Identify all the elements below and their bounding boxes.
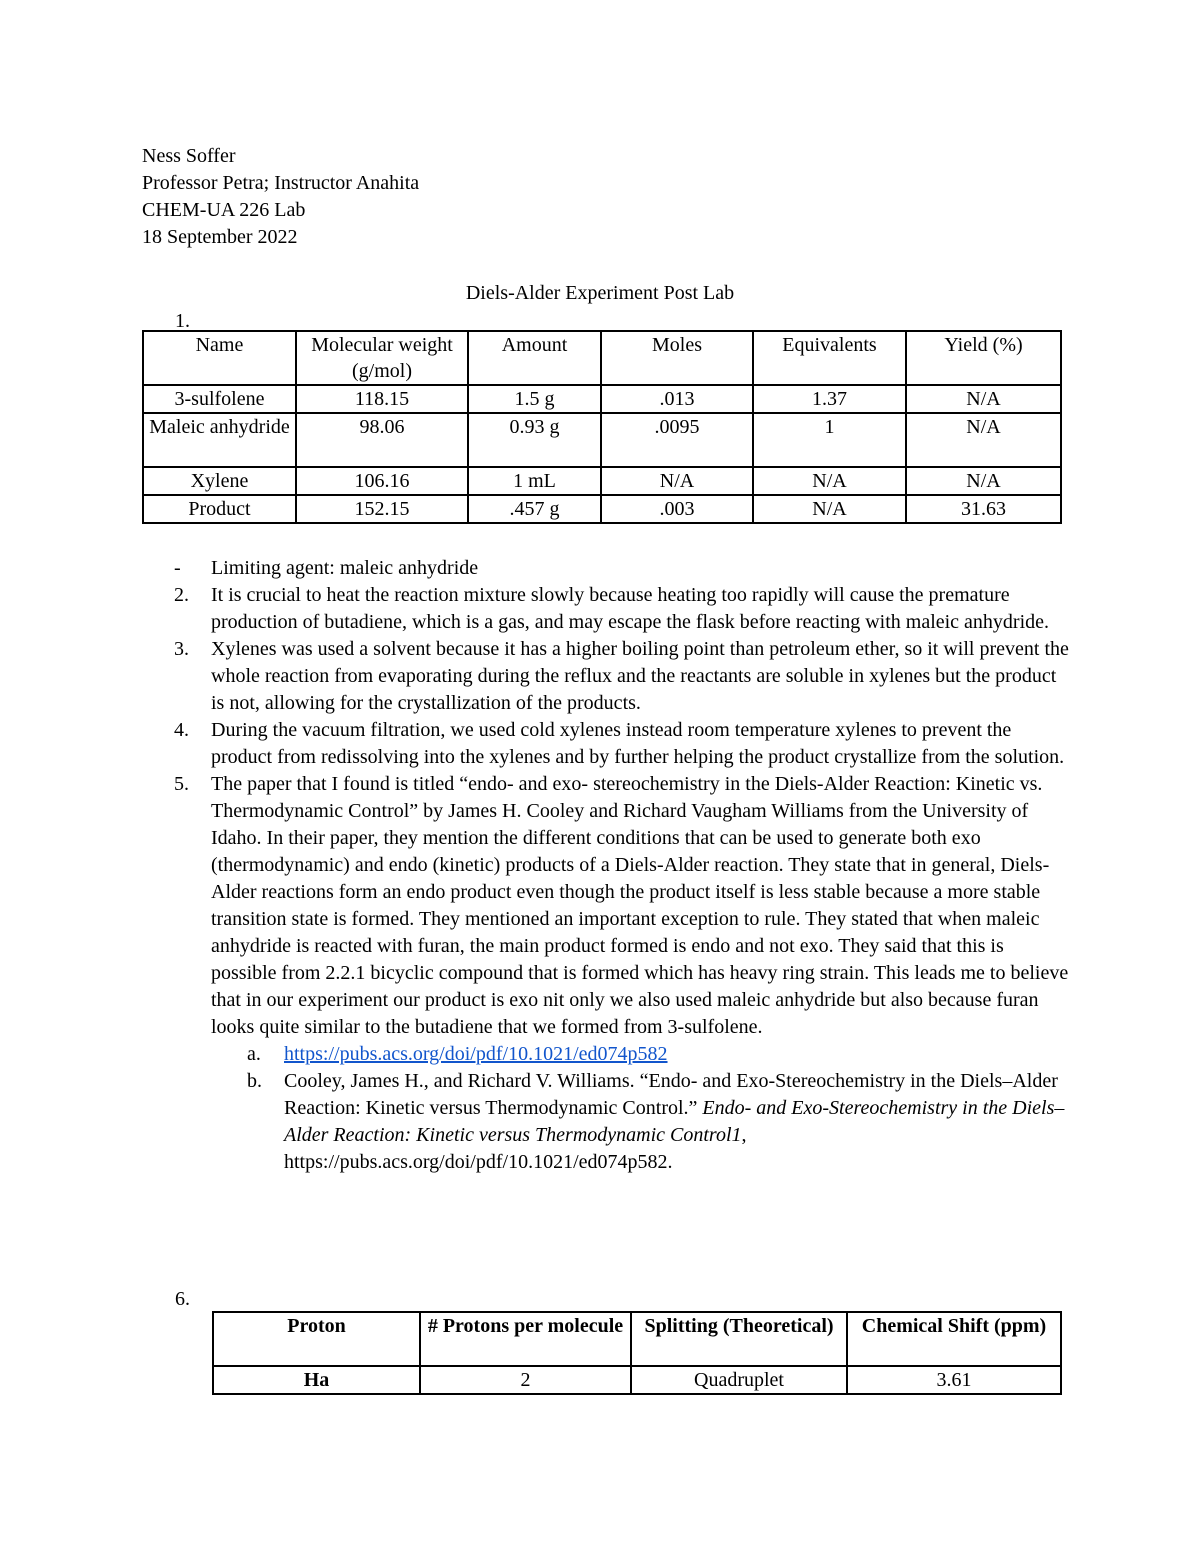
author-name: Ness Soffer xyxy=(142,145,236,167)
header-cell: Splitting (Theoretical) xyxy=(631,1312,847,1366)
list-marker: 5. xyxy=(174,773,189,795)
table-cell: Ha xyxy=(213,1366,420,1394)
question-6-label: 6. xyxy=(175,1288,190,1310)
table-row xyxy=(143,467,1061,495)
reagents-table xyxy=(142,330,1062,524)
header-cell: Molecular weight (g/mol) xyxy=(296,331,468,385)
table-cell: N/A xyxy=(906,385,1061,413)
list-item xyxy=(174,555,1074,582)
table-cell: Product xyxy=(143,495,296,523)
question-1-label: 1. xyxy=(175,310,190,332)
table-cell: 3-sulfolene xyxy=(143,385,296,413)
table-cell: N/A xyxy=(753,467,906,495)
list-item xyxy=(174,582,1074,636)
sub-marker: b. xyxy=(247,1070,262,1092)
table-cell: 3.61 xyxy=(847,1366,1061,1394)
table-cell: N/A xyxy=(906,467,1061,495)
list-text: It is crucial to heat the reaction mixture slowly because heating too rapidly will cause the premature production of butadiene, which is a gas, and may escape the flask before reacting with maleic anhydride. xyxy=(211,584,1050,633)
course-line: CHEM-UA 226 Lab xyxy=(142,199,306,221)
list-text: During the vacuum filtration, we used cold xylenes instead room temperature xylenes to prevent the product from redissolving into the xylenes and by further helping the product crystallize from the solution. xyxy=(211,719,1065,768)
table-cell: 152.15 xyxy=(296,495,468,523)
table-cell: N/A xyxy=(753,495,906,523)
table-header-row xyxy=(143,331,1061,385)
answers-list xyxy=(174,555,1074,1176)
list-marker: 3. xyxy=(174,638,189,660)
table-cell: 106.16 xyxy=(296,467,468,495)
header-cell: Chemical Shift (ppm) xyxy=(847,1312,1061,1366)
table-cell: 1.37 xyxy=(753,385,906,413)
table-header-row xyxy=(213,1312,1061,1366)
header-cell: Name xyxy=(143,331,296,385)
list-marker: 4. xyxy=(174,719,189,741)
table-cell: 98.06 xyxy=(296,413,468,467)
list-text: Limiting agent: maleic anhydride xyxy=(211,557,479,579)
list-item xyxy=(174,771,1074,1041)
list-text: Xylenes was used a solvent because it has a higher boiling point than petroleum ether, so it will prevent the whole reaction from evaporating during the reflux and the reactants are soluble in xylenes but the product is not, allowing for the crystallization of the products. xyxy=(211,638,1069,714)
table-cell: Quadruplet xyxy=(631,1366,847,1394)
table-row xyxy=(143,495,1061,523)
sub-marker: a. xyxy=(247,1043,261,1065)
citation-text: Cooley, James H., and Richard V. Williams. “Endo- and Exo-Stereochemistry in the Diels–Alder Reaction: Kinetic versus Thermodynamic Control.” xyxy=(284,1070,1058,1119)
header-cell: # Protons per molecule xyxy=(420,1312,631,1366)
table-cell: .003 xyxy=(601,495,753,523)
list-text: The paper that I found is titled “endo- and exo- stereochemistry in the Diels-Alder Reaction: Kinetic vs. Thermodynamic Control” by James H. Cooley and Richard Vaugham Williams from the University of Idaho. In their paper, they mention the different conditions that can be used to generate both exo (thermodynamic) and endo (kinetic) products of a Diels-Alder reaction. They state that in general, Diels-Alder reactions form an endo product even though the product itself is less stable because a more stable transition state is formed. They mentioned an important exception to rule. They stated that when maleic anhydride is reacted with furan, the main product formed is endo and not exo. They said that this is possible from 2.2.1 bicyclic compound that is formed which has heavy ring strain. This leads me to believe that in our experiment our product is exo nit only we also used maleic anhydride but also because furan looks quite similar to the butadiene that we formed from 3-sulfolene. xyxy=(211,773,1069,1038)
citation-italic: Endo- and Exo-Stereochemistry in the Diels–Alder Reaction: Kinetic versus Thermodynamic Control1 xyxy=(284,1097,1065,1146)
table-cell: Maleic anhydride xyxy=(143,413,296,467)
table-cell: 1 mL xyxy=(468,467,601,495)
reference-link[interactable]: https://pubs.acs.org/doi/pdf/10.1021/ed074p582 xyxy=(284,1043,668,1065)
citation-end: , https://pubs.acs.org/doi/pdf/10.1021/ed074p582. xyxy=(284,1124,747,1173)
header-cell: Moles xyxy=(601,331,753,385)
table-cell: .457 g xyxy=(468,495,601,523)
sub-item-a xyxy=(247,1041,1074,1068)
sub-item-b xyxy=(247,1068,1074,1176)
nmr-table xyxy=(212,1311,1062,1395)
list-item xyxy=(174,717,1074,771)
date-line: 18 September 2022 xyxy=(142,226,298,248)
table-cell: 1 xyxy=(753,413,906,467)
page-title: Diels-Alder Experiment Post Lab xyxy=(465,282,735,304)
table-cell: Xylene xyxy=(143,467,296,495)
table-cell: 118.15 xyxy=(296,385,468,413)
list-marker: - xyxy=(174,557,181,579)
table-cell: .0095 xyxy=(601,413,753,467)
header-cell: Proton xyxy=(213,1312,420,1366)
list-marker: 2. xyxy=(174,584,189,606)
professor-line: Professor Petra; Instructor Anahita xyxy=(142,172,420,194)
header-cell: Equivalents xyxy=(753,331,906,385)
list-item xyxy=(174,636,1074,717)
table-row xyxy=(143,385,1061,413)
header-cell: Yield (%) xyxy=(906,331,1061,385)
header-cell: Amount xyxy=(468,331,601,385)
table-cell: 31.63 xyxy=(906,495,1061,523)
table-cell: 2 xyxy=(420,1366,631,1394)
table-cell: .013 xyxy=(601,385,753,413)
table-cell: N/A xyxy=(906,413,1061,467)
table-cell: N/A xyxy=(601,467,753,495)
table-row xyxy=(143,413,1061,467)
table-row xyxy=(213,1366,1061,1394)
header-block xyxy=(142,143,419,251)
table-cell: 1.5 g xyxy=(468,385,601,413)
table-cell: 0.93 g xyxy=(468,413,601,467)
